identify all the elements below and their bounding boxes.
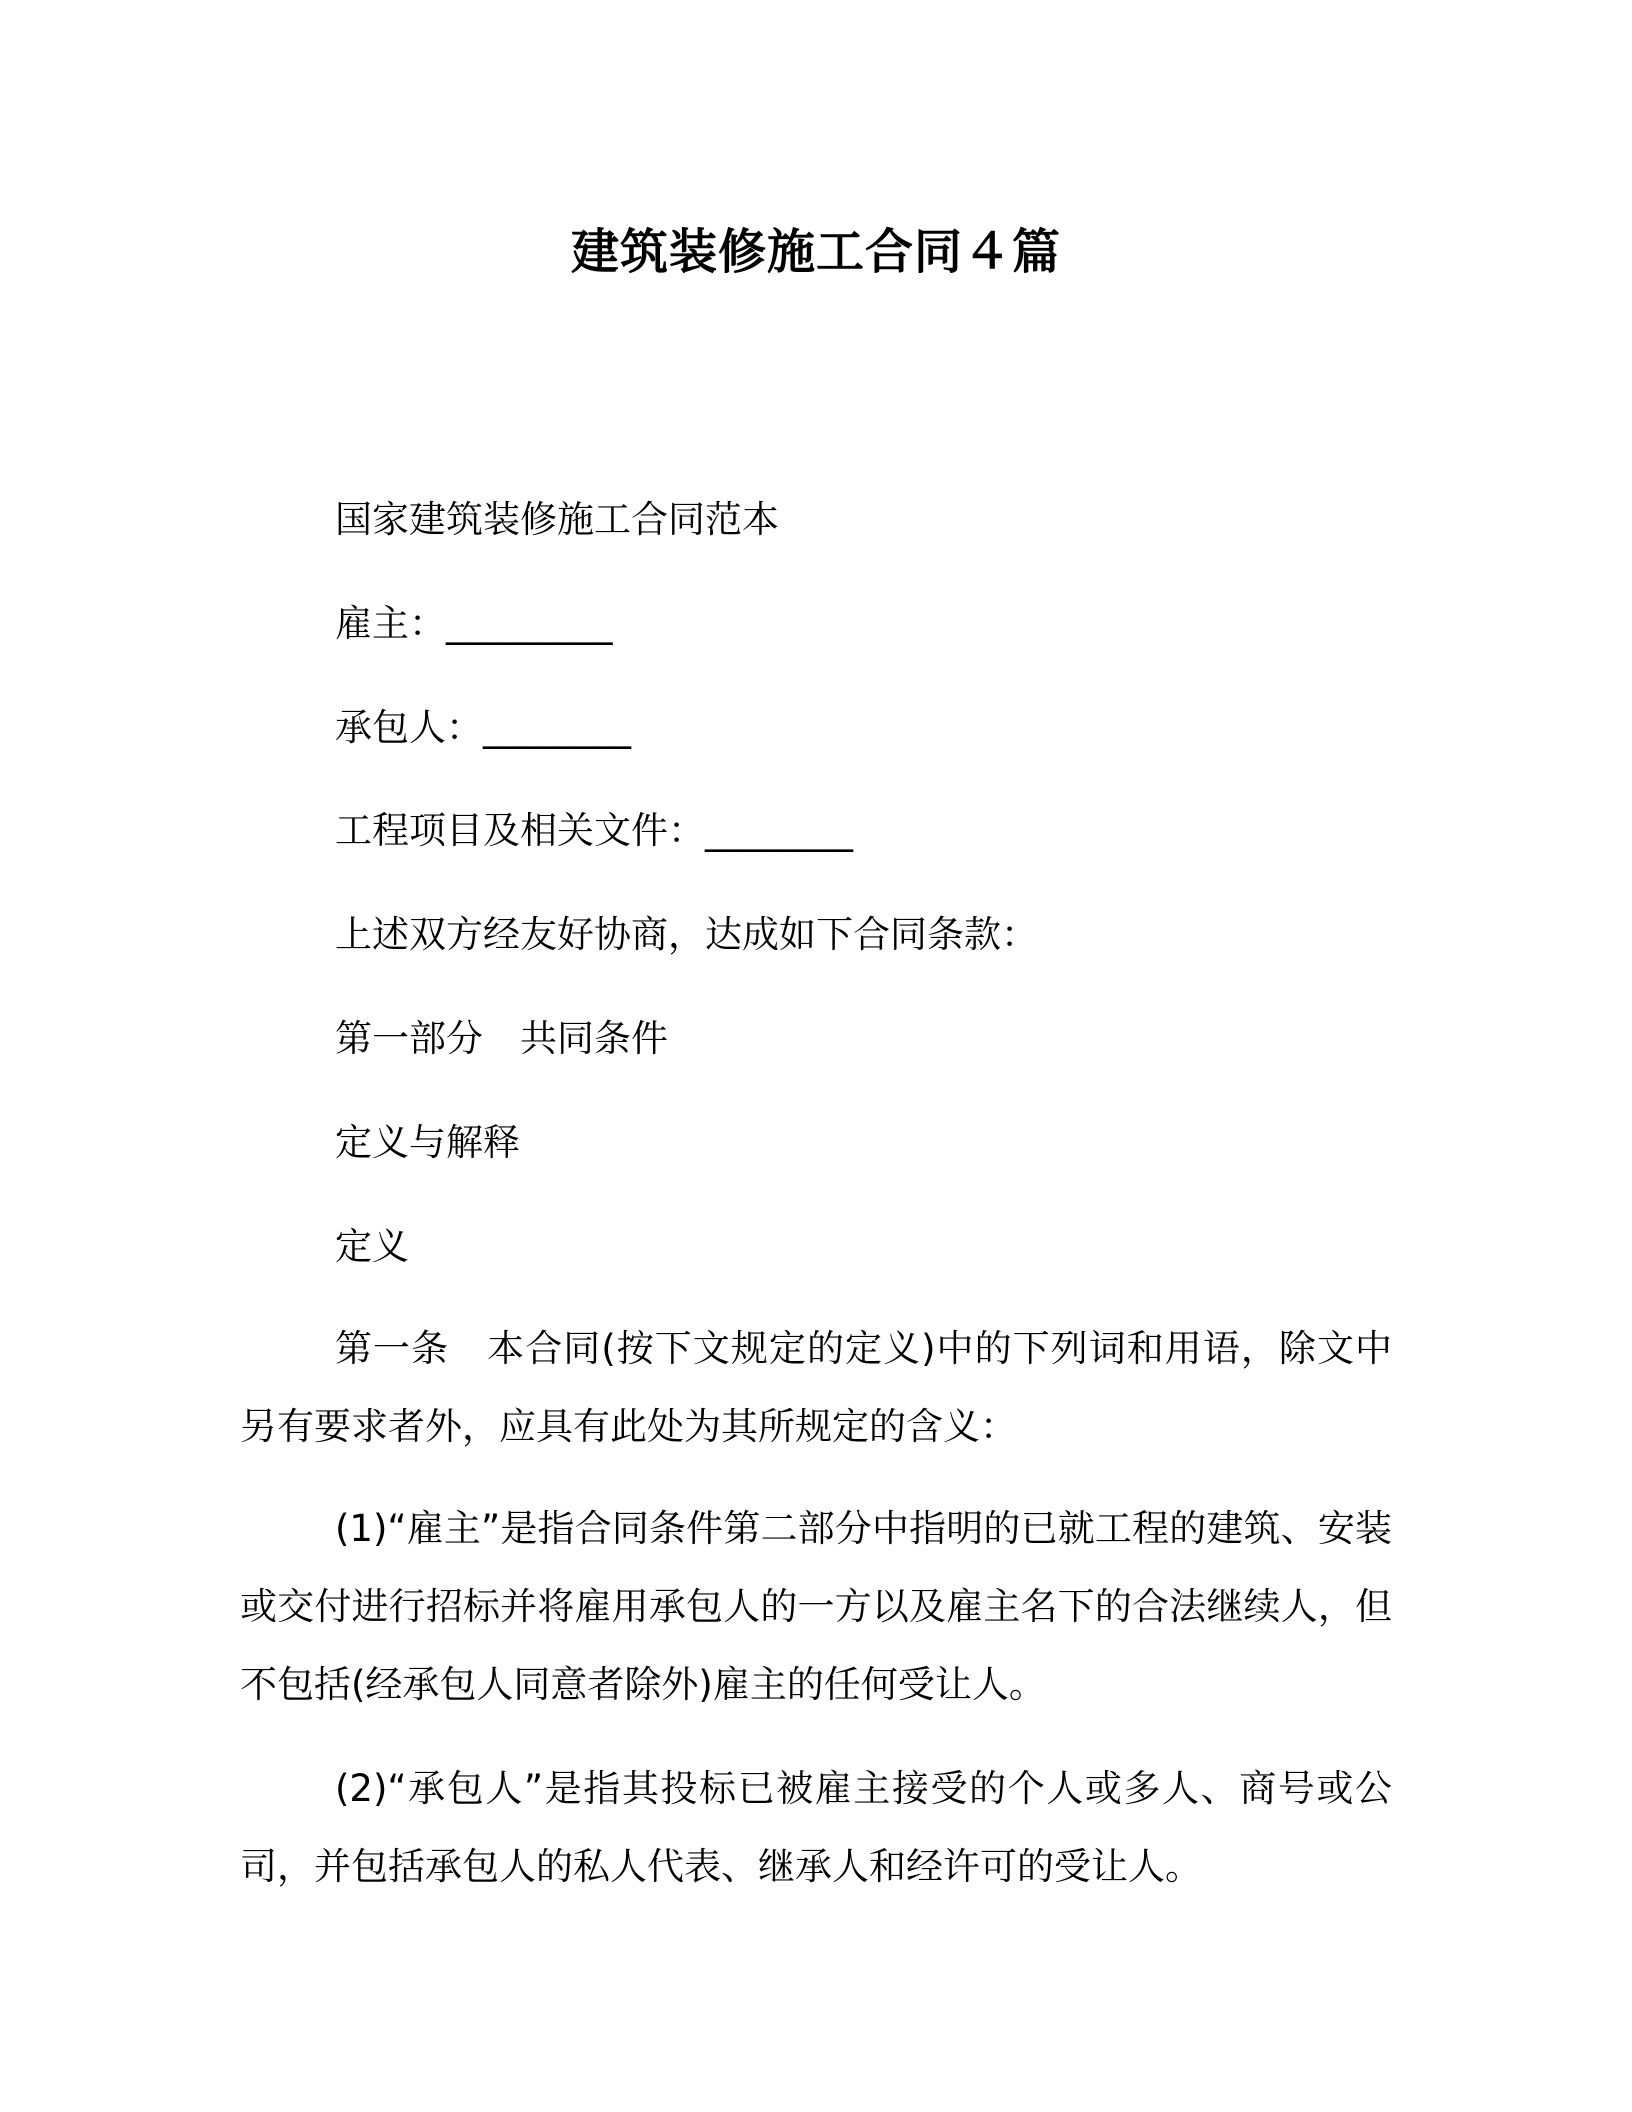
definition-item-contractor: (2)“承包人”是指其投标已被雇主接受的个人或多人、商号或公司，并包括承包人的私人代表、继承人和经许可的受让人。	[240, 1767, 1392, 1888]
definitions-interpretation-heading: 定义与解释	[335, 1121, 520, 1164]
project-field: 工程项目及相关文件：________	[335, 809, 853, 852]
contractor-field: 承包人：________	[335, 706, 631, 749]
document-title: 建筑装修施工合同４篇	[570, 224, 1061, 280]
agreement-statement: 上述双方经友好协商，达成如下合同条款：	[335, 913, 1038, 956]
definitions-heading: 定义	[335, 1225, 409, 1268]
employer-field: 雇主：_________	[335, 602, 613, 645]
definition-item-employer: (1)“雇主”是指合同条件第二部分中指明的已就工程的建筑、安装或交付进行招标并将雇用承包人的一方以及雇主名下的合法继续人，但不包括(经承包人同意者除外)雇主的任何受让人。	[240, 1507, 1392, 1706]
contract-subtitle: 国家建筑装修施工合同范本	[335, 498, 779, 541]
article-one-paragraph: 第一条 本合同(按下文规定的定义)中的下列词和用语，除文中另有要求者外，应具有此处为其所规定的含义：	[240, 1327, 1392, 1448]
part-one-heading: 第一部分 共同条件	[335, 1017, 668, 1060]
